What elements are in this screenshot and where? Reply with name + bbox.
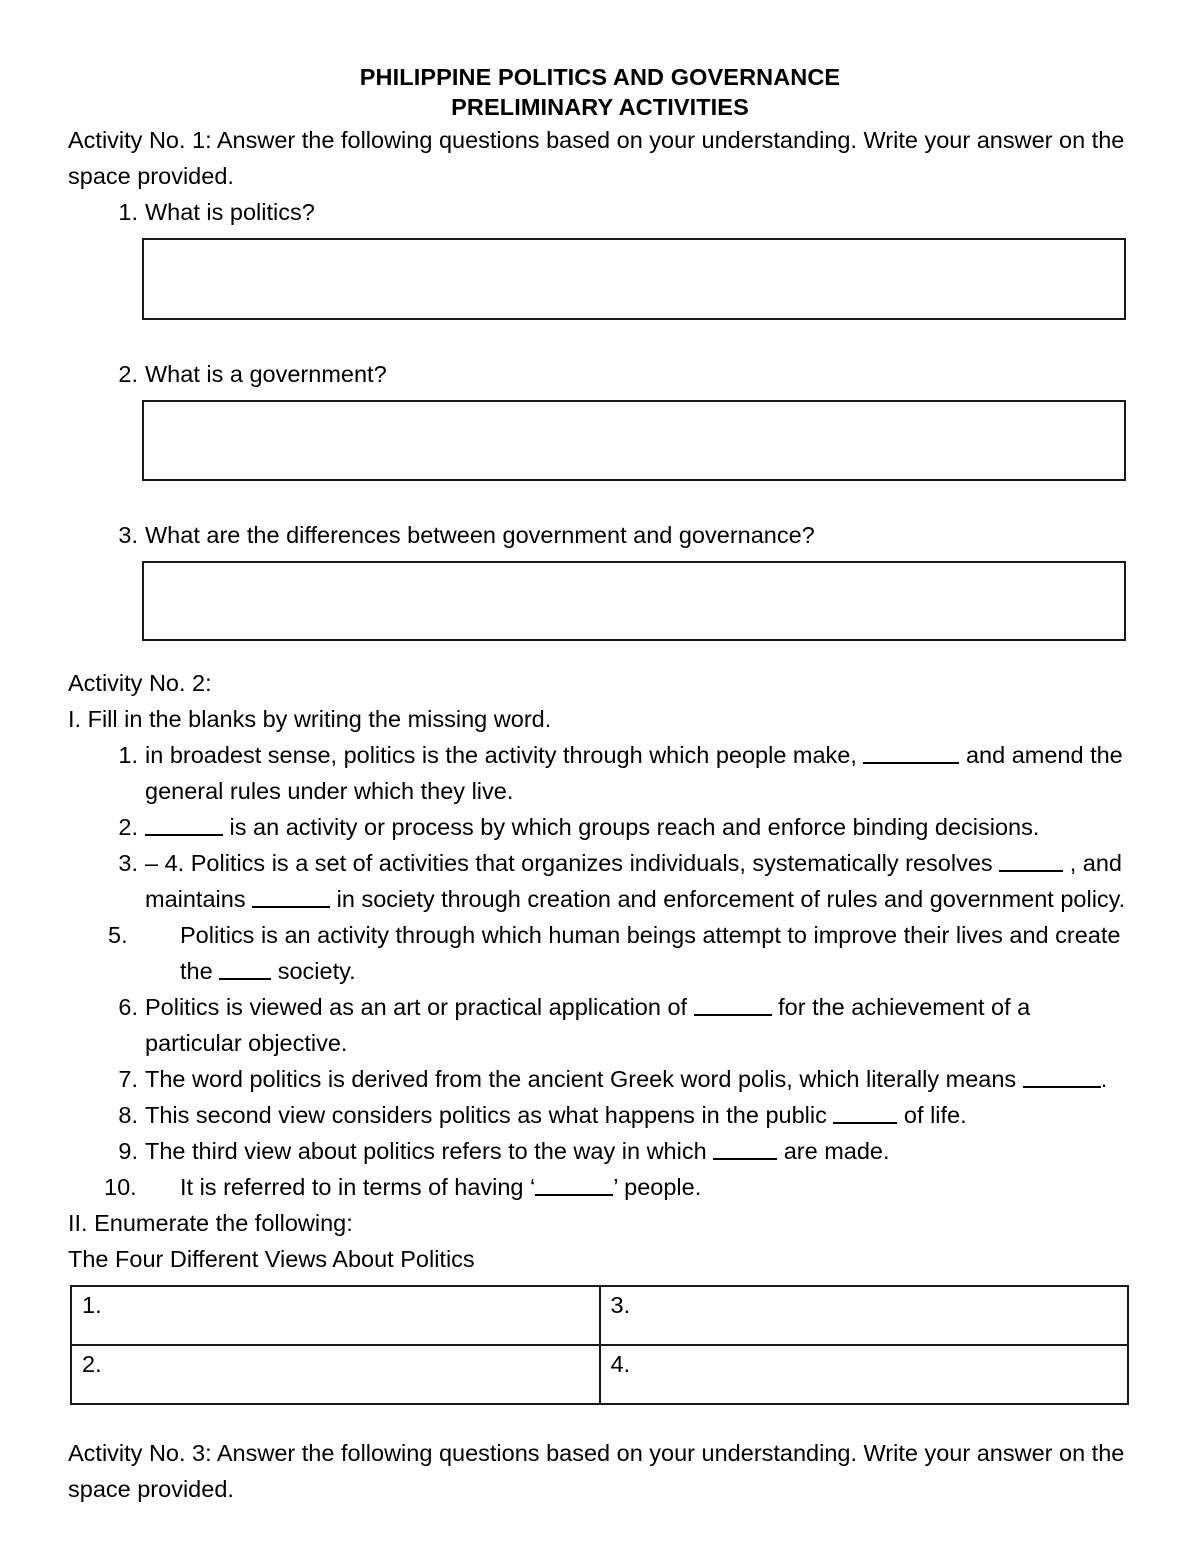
activity-1-question-2 — [68, 356, 1132, 392]
fill-blank[interactable] — [863, 742, 959, 764]
fill-item-text-pre: The word politics is derived from the ancient Greek word polis, which literally means — [145, 1066, 1023, 1092]
fill-item-text-post: in society through creation and enforcement of rules and government policy. — [330, 886, 1126, 912]
fill-blank[interactable] — [713, 1138, 777, 1160]
fill-item-number: 7. — [118, 1066, 138, 1092]
fill-item-number: 6. — [118, 994, 138, 1020]
spacer — [68, 641, 1132, 665]
fill-item-10 — [68, 1169, 1132, 1205]
activity-1-question-1 — [68, 194, 1132, 230]
document-title-line-1: PHILIPPINE POLITICS AND GOVERNANCE — [359, 64, 841, 90]
table-row — [71, 1286, 1128, 1345]
activity-2-part-2-instruction: II. Enumerate the following: — [68, 1210, 353, 1236]
enumerate-cell-2[interactable]: 2. — [71, 1345, 600, 1404]
spacer — [68, 392, 1132, 400]
question-text: What is a government? — [145, 361, 387, 387]
fill-item-number: 3. — [118, 850, 138, 876]
fill-blank[interactable] — [1023, 1066, 1101, 1088]
spacer — [68, 320, 1132, 356]
question-number: 2. — [118, 361, 138, 387]
question-text: What is politics? — [145, 199, 315, 225]
fill-item-text-post: for the achievement of a particular objective. — [145, 994, 1031, 1056]
fill-item-text-post: ’ people. — [613, 1174, 702, 1200]
activity-1-instruction: Activity No. 1: Answer the following questions based on your understanding. Write your answer on the space provided. — [68, 127, 1125, 189]
fill-blank[interactable] — [219, 958, 271, 980]
fill-item-text-pre: Politics is viewed as an art or practical application of — [145, 994, 694, 1020]
fill-item-text-post: and amend the general rules under which they live. — [145, 742, 1123, 804]
fill-item-number: 2. — [118, 814, 138, 840]
fill-item-number: 5. — [108, 922, 128, 948]
fill-blank[interactable] — [999, 850, 1063, 872]
fill-item-text-post: is an activity or process by which groups reach and enforce binding decisions. — [223, 814, 1040, 840]
spacer — [68, 230, 1132, 238]
activity-1-question-3 — [68, 517, 1132, 553]
question-number: 1. — [118, 199, 138, 225]
fill-item-text-mid: , and maintains — [145, 850, 1122, 912]
enumerate-cell-4[interactable]: 4. — [600, 1345, 1129, 1404]
activity-2-fill-in-list — [68, 737, 1132, 1205]
fill-blank[interactable] — [694, 994, 772, 1016]
fill-item-3 — [68, 845, 1132, 917]
fill-item-number: 1. — [118, 742, 138, 768]
spacer — [68, 1277, 1132, 1285]
fill-item-1 — [68, 737, 1132, 809]
spacer — [68, 1405, 1132, 1435]
activity-2-part-1-instruction: I. Fill in the blanks by writing the missing word. — [68, 706, 552, 732]
table-row — [71, 1345, 1128, 1404]
fill-blank[interactable] — [252, 886, 330, 908]
activity-1-question-list — [68, 194, 1132, 641]
answer-box-question-1[interactable] — [142, 238, 1126, 320]
spacer — [68, 553, 1132, 561]
fill-item-number: 10. — [104, 1174, 137, 1200]
question-number: 3. — [118, 522, 138, 548]
fill-item-text-post: are made. — [777, 1138, 890, 1164]
answer-box-question-3[interactable] — [142, 561, 1126, 641]
activity-2-heading: Activity No. 2: — [68, 670, 212, 696]
fill-blank[interactable] — [535, 1174, 613, 1196]
fill-item-9 — [68, 1133, 1132, 1169]
fill-item-6 — [68, 989, 1132, 1061]
fill-item-8 — [68, 1097, 1132, 1133]
spacer — [68, 481, 1132, 517]
fill-item-text-pre: in broadest sense, politics is the activity through which people make, — [145, 742, 864, 768]
answer-box-question-2[interactable] — [142, 400, 1126, 481]
fill-item-text-post: . — [1100, 1066, 1108, 1092]
fill-item-text-pre: This second view considers politics as what happens in the public — [145, 1102, 834, 1128]
document-title-line-2: PRELIMINARY ACTIVITIES — [451, 94, 749, 120]
fill-item-number: 9. — [118, 1138, 138, 1164]
fill-item-text-post: of life. — [897, 1102, 967, 1128]
fill-item-text-pre: Politics is an activity through which human beings attempt to improve their lives and create the — [180, 922, 1121, 984]
activity-3-instruction: Activity No. 3: Answer the following questions based on your understanding. Write your answer on the space provided. — [68, 1440, 1125, 1502]
activity-2-enumerate-title: The Four Different Views About Politics — [68, 1246, 475, 1272]
fill-blank[interactable] — [833, 1102, 897, 1124]
document-content — [68, 62, 1132, 1507]
enumerate-cell-3[interactable]: 3. — [600, 1286, 1129, 1345]
enumerate-cell-1[interactable]: 1. — [71, 1286, 600, 1345]
fill-item-number: 8. — [118, 1102, 138, 1128]
fill-item-text-post: society. — [271, 958, 356, 984]
fill-item-5 — [68, 917, 1132, 989]
fill-item-text-pre: It is referred to in terms of having ‘ — [180, 1174, 536, 1200]
fill-item-text-pre: – 4. Politics is a set of activities that organizes individuals, systematically resolves — [145, 850, 1000, 876]
enumerate-table — [70, 1285, 1129, 1405]
fill-item-2 — [68, 809, 1132, 845]
question-text: What are the differences between government and governance? — [145, 522, 815, 548]
fill-item-7 — [68, 1061, 1132, 1097]
fill-blank[interactable] — [145, 814, 223, 836]
fill-item-text-pre: The third view about politics refers to the way in which — [145, 1138, 714, 1164]
